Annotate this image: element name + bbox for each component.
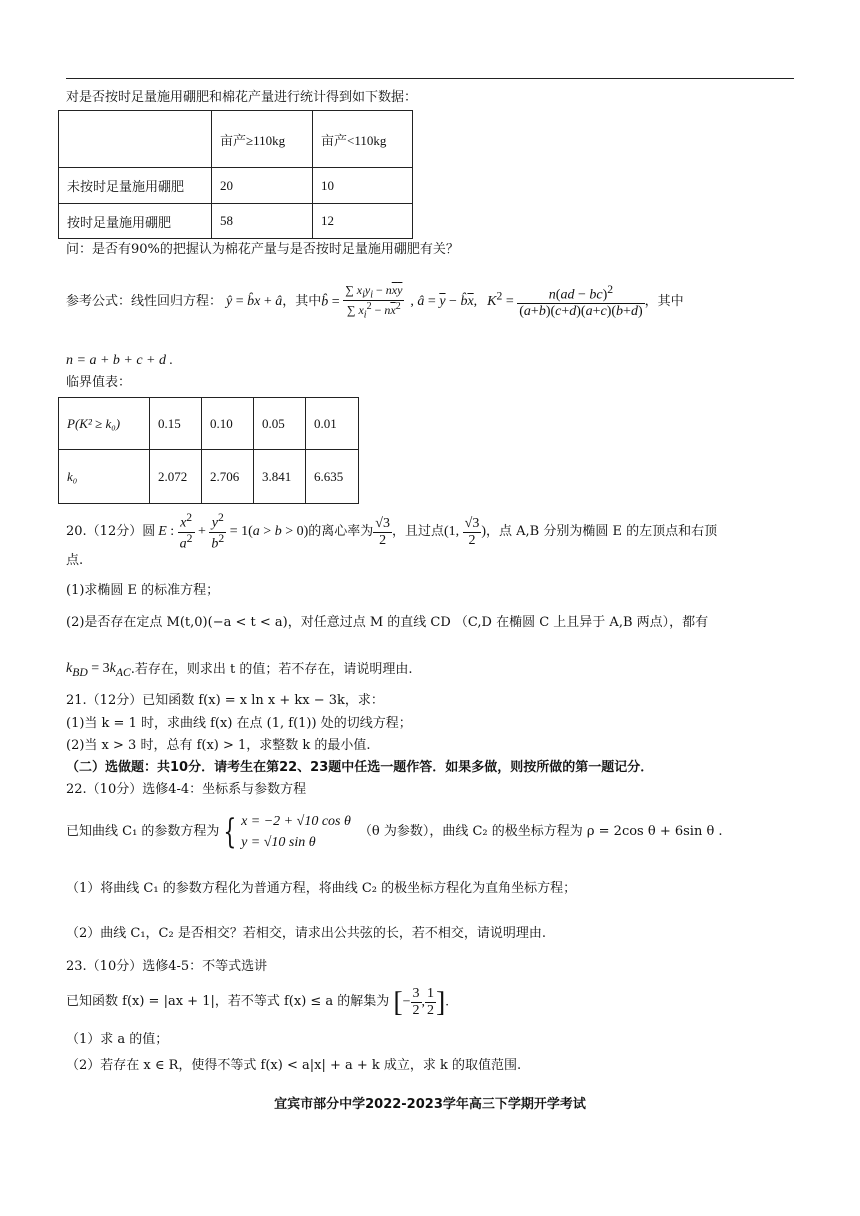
header-high-yield: 亩产≥110kg [212, 111, 313, 168]
q19-intro: 对是否按时足量施用硼肥和棉花产量进行统计得到如下数据： [66, 90, 418, 105]
solution-interval: [− $\frac{3}{2}$ , $\frac{1}{2}$ ]. [393, 986, 449, 1018]
row-label: 未按时足量施用硼肥 [59, 168, 212, 204]
table-row: P(K² ≥ k₀) 0.15 0.10 0.05 0.01 [59, 398, 359, 450]
table-row: 未按时足量施用硼肥 20 10 [59, 168, 413, 204]
header-low-yield: 亩产<110kg [313, 111, 413, 168]
q20-part1: (1)求椭圆 E 的标准方程； [66, 583, 220, 598]
q23-part1: （1）求 a 的值； [66, 1032, 169, 1047]
slope-condition: $k_{BD} = 3k_{AC}$ [66, 661, 131, 679]
critical-value-table [58, 397, 359, 504]
reference-formula: 参考公式：线性回归方程： ŷ = b̂x + â ，其中 b̂ = $\frac{\sum x_iy_i - n\overline{x}\overline{y}}{\sum x_i^2 - n\overline{x}^2}$ , â = $\overline{y}$ − $b̂\overline{x}$, $K^2$ = $\frac{n(ad - bc)^2}{(a+b)(c+d)(a+c)(b+d)}$ ，其中 [66, 282, 684, 321]
q23-heading: 23.（10分）选修4-5：不等式选讲 [66, 959, 268, 974]
q22-heading: 22.（10分）选修4-4：坐标系与参数方程 [66, 782, 307, 797]
table-row: 按时足量施用硼肥 58 12 [59, 204, 413, 239]
q21-part2: (2)当 x > 3 时，总有 f(x) > 1，求整数 k 的最小值. [66, 738, 371, 753]
elective-instructions: （二）选做题：共10分．请考生在第22、23题中任选一题作答．如果多做，则按所做的第一题记分． [66, 760, 654, 775]
q22-part2: （2）曲线 C₁，C₂ 是否相交？若相交，请求出公共弦的长，若不相交，请说明理由. [66, 926, 546, 941]
n-definition: n = a + b + c + d . [66, 353, 174, 368]
ellipse-equation: E : $\frac{x^2}{a^2}$ + $\frac{y^2}{b^2}$ = 1(a > b > 0) [158, 511, 309, 552]
header-rule [66, 78, 794, 79]
b-hat-formula: b̂ = $\frac{\sum x_iy_i - n\overline{x}\overline{y}}{\sum x_i^2 - n\overline{x}^2}$ [321, 282, 403, 321]
q20-statement: 20.（12分）圆 E : $\frac{x^2}{a^2}$ + $\frac{y^2}{b^2}$ = 1(a > b > 0) 的离心率为 $\frac{√3}{2}$ ，且过点 (1, $\frac{√3}{2}$ ) ，点 A,B 分别为椭圆 E 的左顶点和右顶 [66, 511, 718, 552]
a-hat-formula: , â = $\overline{y}$ − $b̂\overline{x}$, [410, 294, 478, 310]
q20-part2: (2)是否存在定点 M(t,0)(−a < t < a)，对任意过点 M 的直线 CD （C,D 在椭圆 C 上且异于 A,B 两点），都有 [66, 615, 709, 630]
point-coordinates: (1, $\frac{√3}{2}$ ) [443, 516, 487, 548]
q20-part2-cont: $k_{BD} = 3k_{AC}$ .若存在，则求出 t 的值；若不存在，请说明理由. [66, 661, 413, 679]
k-squared-formula: $K^2$ = $\frac{n(ad - bc)^2}{(a+b)(c+d)(a+c)(b+d)}$ [487, 283, 643, 320]
parametric-system: x = −2 + √10 cos θ y = √10 sin θ [241, 814, 351, 850]
exam-title-footer: 宜宾市部分中学2022-2023学年高三下学期开学考试 [274, 1097, 586, 1112]
critical-table-title: 临界值表： [66, 375, 132, 390]
q23-part2: （2）若存在 x ∈ R，使得不等式 f(x) < a|x| + a + k 成立，求 k 的取值范围. [66, 1058, 522, 1073]
yield-table [58, 110, 413, 239]
eccentricity-value: $\frac{√3}{2}$ [375, 516, 390, 548]
q23-statement: 已知函数 f(x) = |ax + 1|，若不等式 f(x) ≤ a 的解集为 [− $\frac{3}{2}$ , $\frac{1}{2}$ ]. [66, 986, 449, 1018]
table-row: k₀ 2.072 2.706 3.841 6.635 [59, 450, 359, 504]
q19-question: 问：是否有90%的把握认为棉花产量与是否按时足量施用硼肥有关？ [66, 242, 459, 257]
regression-equation: ŷ = b̂x + â [226, 294, 283, 310]
row-label: 按时足量施用硼肥 [59, 204, 212, 239]
q21-statement: 21.（12分）已知函数 f(x) = x ln x + kx − 3k，求： [66, 693, 384, 708]
q22-statement: 已知曲线 C₁ 的参数方程为 { x = −2 + √10 cos θ y = √10 sin θ （θ 为参数），曲线 C₂ 的极坐标方程为 ρ = 2cos θ + 6sin θ . [66, 812, 723, 852]
q21-part1: (1)当 k = 1 时，求曲线 f(x) 在点 (1, f(1)) 处的切线方程； [66, 716, 412, 731]
q22-part1: （1）将曲线 C₁ 的参数方程化为普通方程，将曲线 C₂ 的极坐标方程化为直角坐标方程； [66, 881, 577, 896]
